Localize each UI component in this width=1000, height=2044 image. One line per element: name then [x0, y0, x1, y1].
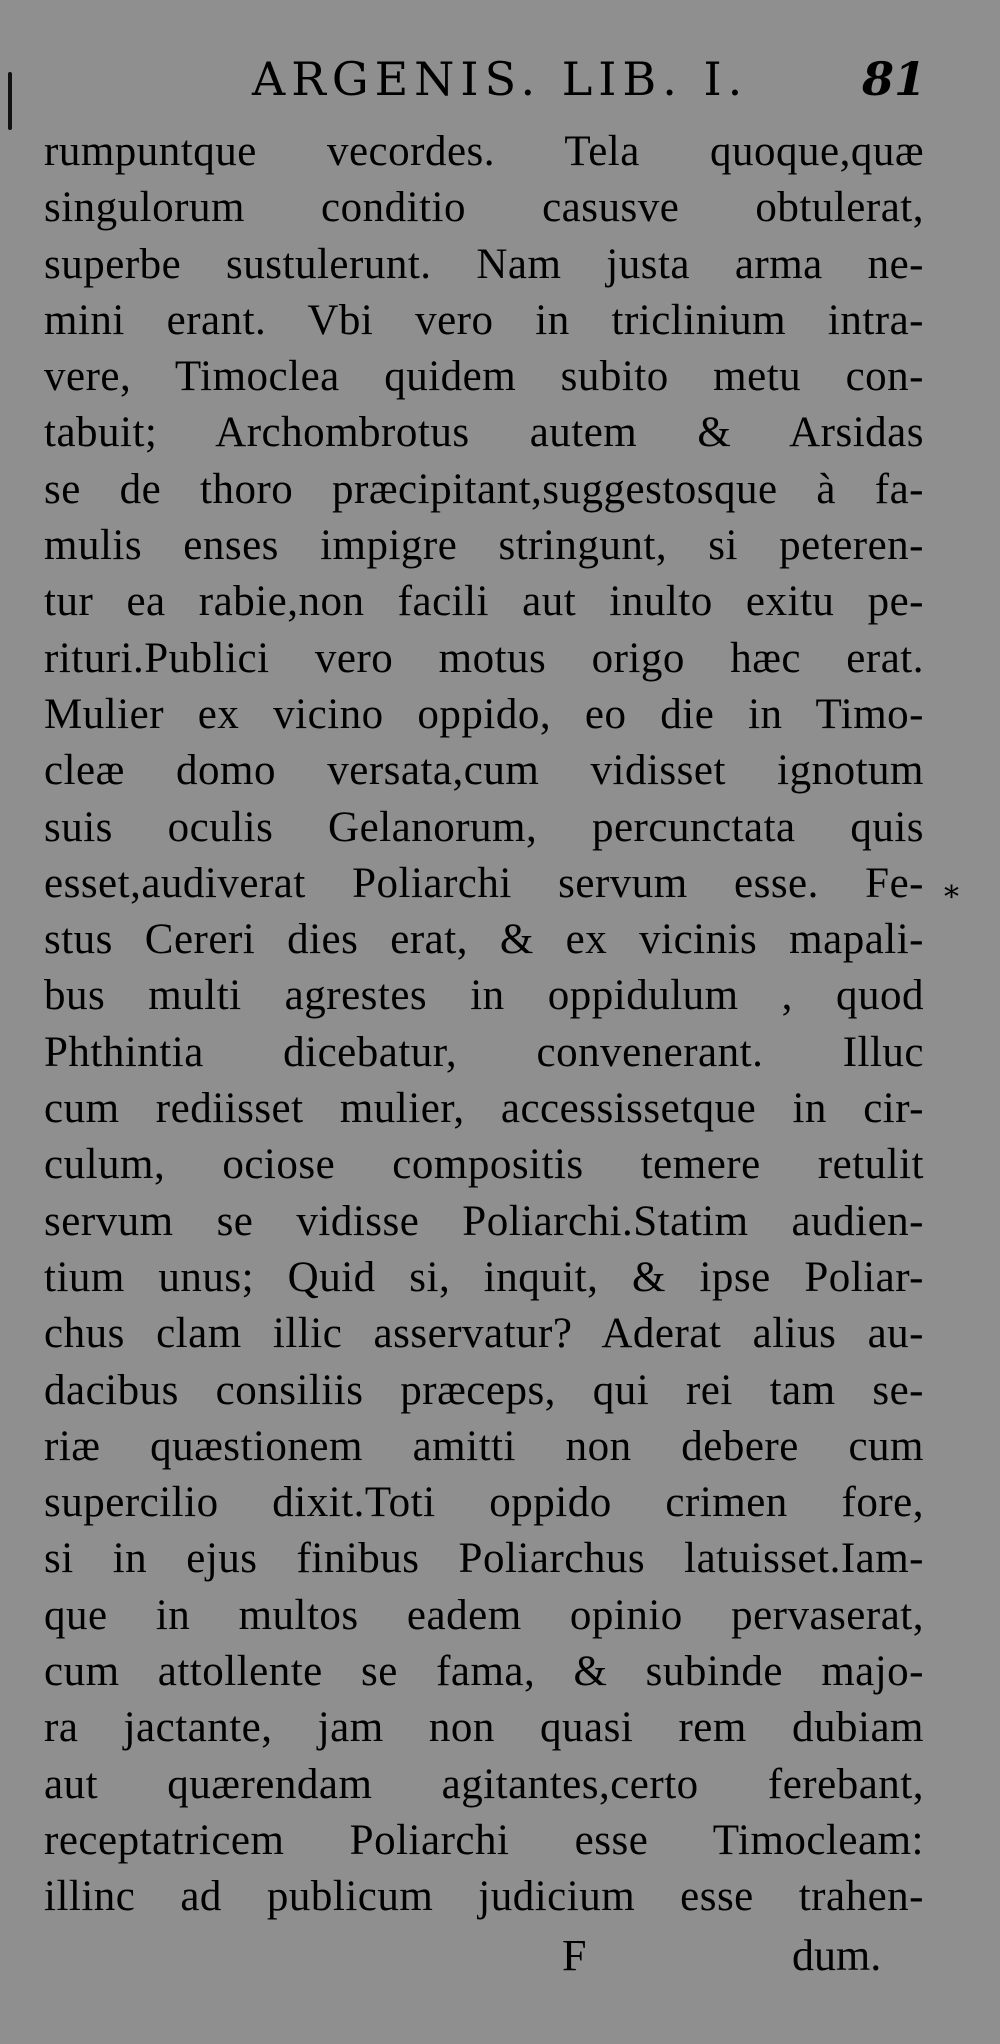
running-title: ARGENIS. LIB. I.	[252, 52, 749, 106]
body-text	[44, 124, 924, 1926]
text-line: servum se vidisse Poliarchi.Statim audien-	[44, 1197, 924, 1245]
text-line: rituri.Publici vero motus origo hæc erat.	[44, 634, 924, 682]
text-line: chus clam illic asservatur? Aderat alius au-	[44, 1310, 924, 1358]
text-line: dacibus consiliis præceps, qui rei tam se-	[44, 1366, 924, 1414]
text-line: riæ quæstionem amitti non debere cum	[44, 1422, 924, 1470]
signature-mark: F	[562, 1931, 587, 1980]
text-line: singulorum conditio casusve obtulerat,	[44, 184, 924, 232]
catchword: dum.	[792, 1931, 882, 1980]
text-line: bus multi agrestes in oppidulum , quod	[44, 972, 924, 1020]
text-line: stus Cereri dies erat, & ex vicinis mapali-	[44, 916, 924, 964]
text-line: cum attollente se fama, & subinde majo-	[44, 1648, 924, 1696]
text-line: supercilio dixit.Toti oppido crimen fore,	[44, 1479, 924, 1527]
text-line: Phthintia dicebatur, convenerant. Illuc	[44, 1028, 924, 1076]
text-line: tur ea rabie,non facili aut inulto exitu pe-	[44, 578, 924, 626]
text-line: illinc ad publicum judicium esse trahen-	[44, 1873, 924, 1921]
page-number: 81	[862, 52, 927, 106]
text-line: esset,audiverat Poliarchi servum esse. Fe-	[44, 859, 924, 907]
text-line: que in multos eadem opinio pervaserat,	[44, 1591, 924, 1639]
text-line: tium unus; Quid si, inquit, & ipse Poliar-	[44, 1253, 924, 1301]
text-line: ra jactante, jam non quasi rem dubiam	[44, 1704, 924, 1752]
text-line: rumpuntque vecordes. Tela quoque,quæ	[44, 128, 924, 175]
text-line: receptatricem Poliarchi esse Timocleam:	[44, 1816, 924, 1864]
text-line: superbe sustulerunt. Nam justa arma ne-	[44, 240, 924, 288]
text-line: mulis enses impigre stringunt, si peteren-	[44, 522, 924, 570]
text-line: mini erant. Vbi vero in triclinium intra-	[44, 296, 924, 344]
text-line: tabuit; Archombrotus autem & Arsidas	[44, 409, 924, 457]
text-line: si in ejus finibus Poliarchus latuisset.Iam-	[44, 1535, 924, 1583]
text-line: cum rediisset mulier, accessissetque in cir-	[44, 1085, 924, 1133]
text-line: culum, ociose compositis temere retulit	[44, 1141, 924, 1189]
text-line: suis oculis Gelanorum, percunctata quis	[44, 803, 924, 851]
text-line: vere, Timoclea quidem subito metu con-	[44, 353, 924, 401]
text-line: Mulier ex vicino oppido, eo die in Timo-	[44, 690, 924, 738]
text-line: aut quærendam agitantes,certo ferebant,	[44, 1760, 924, 1808]
page-edge-mark	[8, 72, 12, 130]
margin-asterisk: *	[944, 880, 959, 915]
text-line: se de thoro præcipitant,suggestosque à fa-	[44, 465, 924, 513]
text-line: cleæ domo versata,cum vidisset ignotum	[44, 747, 924, 795]
